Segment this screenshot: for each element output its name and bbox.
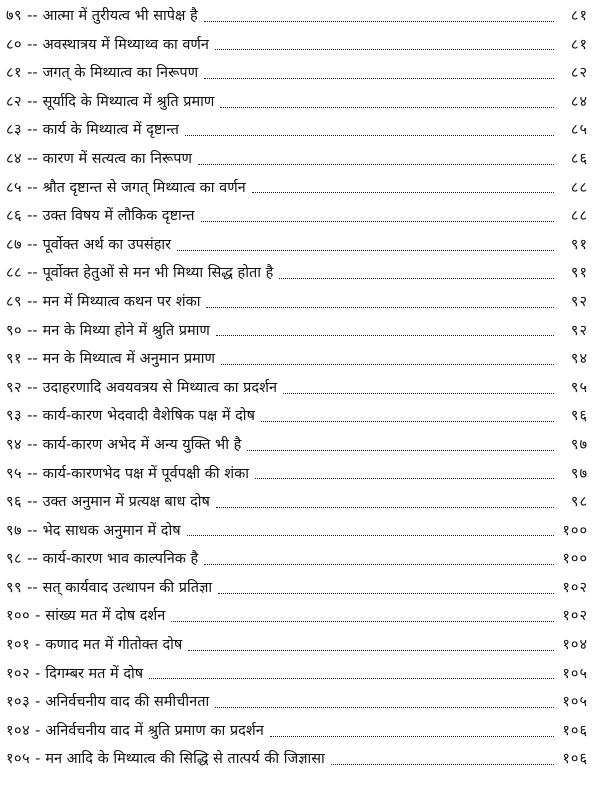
entry-separator: -- xyxy=(27,465,38,482)
entry-page-number: १०० xyxy=(562,522,588,539)
entry-number: ९३ xyxy=(6,408,23,425)
toc-entry xyxy=(0,374,600,403)
entry-title: कार्य-कारण भेदवादी वैशेषिक पक्ष में दोष xyxy=(42,408,255,425)
dot-leader xyxy=(204,78,554,79)
entry-separator: -- xyxy=(27,122,38,139)
entry-title: कणाद मत में गीतोक्त दोष xyxy=(45,637,183,654)
dot-leader xyxy=(247,450,554,451)
entry-number: ८९ xyxy=(6,293,23,310)
toc-entry xyxy=(0,145,600,174)
entry-number: ८६ xyxy=(6,208,23,225)
entry-number: १०१ xyxy=(6,637,31,654)
entry-separator: -- xyxy=(27,494,38,511)
entry-number: १०५ xyxy=(6,751,31,768)
dot-leader xyxy=(206,307,554,308)
toc-entry xyxy=(0,517,600,546)
entry-page-number: ८१ xyxy=(570,36,588,53)
entry-page-number: ९२ xyxy=(570,293,588,310)
toc-entry xyxy=(0,288,600,317)
entry-number: ९० xyxy=(6,322,23,339)
entry-separator: - xyxy=(35,608,41,625)
entry-separator: - xyxy=(35,751,41,768)
toc-entry xyxy=(0,545,600,574)
entry-page-number: १०२ xyxy=(562,608,588,625)
entry-title: मन के मिथ्यात्व में अनुमान प्रमाण xyxy=(42,351,215,368)
toc-entry xyxy=(0,88,600,117)
dot-leader xyxy=(204,21,554,22)
entry-page-number: ९७ xyxy=(570,436,588,453)
toc-entry xyxy=(0,116,600,145)
entry-title: श्रौत दृष्टान्त से जगत् मिथ्यात्व का वर्णन xyxy=(42,179,246,196)
dot-leader xyxy=(270,736,554,737)
entry-number: ८२ xyxy=(6,93,23,110)
toc-entry xyxy=(0,259,600,288)
dot-leader xyxy=(283,393,554,394)
entry-page-number: १०५ xyxy=(562,694,588,711)
dot-leader xyxy=(218,593,554,594)
entry-page-number: ९७ xyxy=(570,465,588,482)
entry-title: अवस्थात्रय में मिथ्याथ्व का वर्णन xyxy=(42,36,209,53)
entry-number: १०३ xyxy=(6,694,31,711)
entry-separator: -- xyxy=(27,208,38,225)
entry-separator: - xyxy=(35,637,41,654)
entry-separator: -- xyxy=(27,436,38,453)
entry-separator: - xyxy=(35,665,41,682)
entry-separator: -- xyxy=(27,93,38,110)
entry-title: पूर्वोक्त हेतुओं से मन भी मिथ्या सिद्ध होता है xyxy=(42,265,274,282)
dot-leader xyxy=(188,650,554,651)
entry-title: कारण में सत्यत्व का निरूपण xyxy=(42,150,192,167)
dot-leader xyxy=(185,135,554,136)
entry-title: अनिर्वचनीय वाद की समीचीनता xyxy=(45,694,210,711)
dot-leader xyxy=(149,678,554,679)
entry-number: ८४ xyxy=(6,150,23,167)
dot-leader xyxy=(255,478,554,479)
entry-page-number: ८६ xyxy=(570,150,588,167)
dot-leader xyxy=(221,364,554,365)
entry-page-number: ८५ xyxy=(570,122,588,139)
entry-title: दिगम्बर मत में दोष xyxy=(45,665,144,682)
entry-title: कार्य-कारण भाव काल्पनिक है xyxy=(42,551,199,568)
entry-separator: - xyxy=(35,722,41,739)
dot-leader xyxy=(215,49,554,50)
toc-entry xyxy=(0,231,600,260)
entry-title: कार्य-कारणभेद पक्ष में पूर्वपक्षी की शंका xyxy=(42,465,249,482)
toc-entry xyxy=(0,345,600,374)
entry-title: अनिर्वचनीय वाद में श्रुति प्रमाण का प्रदर्शन xyxy=(45,722,264,739)
dot-leader xyxy=(187,535,554,536)
entry-separator: -- xyxy=(27,408,38,425)
toc-entry xyxy=(0,431,600,460)
toc-entry xyxy=(0,317,600,346)
entry-number: ९१ xyxy=(6,351,23,368)
entry-number: ८७ xyxy=(6,236,23,253)
entry-page-number: ९१ xyxy=(570,265,588,282)
toc-entry xyxy=(0,688,600,717)
entry-title: सत् कार्यवाद उत्थापन की प्रतिज्ञा xyxy=(42,579,213,596)
toc-entry xyxy=(0,460,600,489)
entry-title: पूर्वोक्त अर्थ का उपसंहार xyxy=(42,236,172,253)
dot-leader xyxy=(201,221,554,222)
entry-separator: -- xyxy=(27,293,38,310)
entry-title: सांख्य मत में दोष दर्शन xyxy=(45,608,166,625)
entry-separator: -- xyxy=(27,579,38,596)
dot-leader xyxy=(198,164,554,165)
dot-leader xyxy=(216,507,554,508)
entry-number: ८८ xyxy=(6,265,23,282)
entry-separator: -- xyxy=(27,265,38,282)
entry-number: ७९ xyxy=(6,8,23,24)
entry-separator: -- xyxy=(27,36,38,53)
entry-separator: -- xyxy=(27,65,38,82)
dot-leader xyxy=(331,764,554,765)
entry-title: जगत् के मिथ्यात्व का निरूपण xyxy=(42,65,199,82)
dot-leader xyxy=(216,335,554,336)
entry-page-number: १०५ xyxy=(562,665,588,682)
dot-leader xyxy=(215,707,554,708)
entry-title: उदाहरणादि अवयवत्रय से मिथ्यात्व का प्रदर्शन xyxy=(42,379,278,396)
entry-page-number: १०६ xyxy=(562,722,588,739)
entry-separator: -- xyxy=(27,8,38,24)
entry-title: उक्त अनुमान में प्रत्यक्ष बाध दोष xyxy=(42,494,210,511)
dot-leader xyxy=(204,564,554,565)
toc-entry xyxy=(0,631,600,660)
entry-number: १०० xyxy=(6,608,31,625)
entry-title: आत्मा में तुरीयत्व भी सापेक्ष है xyxy=(42,8,198,24)
entry-page-number: ९५ xyxy=(570,379,588,396)
dot-leader xyxy=(220,107,554,108)
entry-page-number: ८२ xyxy=(570,65,588,82)
entry-number: ८५ xyxy=(6,179,23,196)
toc-entry xyxy=(0,2,600,31)
toc-entry xyxy=(0,717,600,746)
entry-number: ८१ xyxy=(6,65,23,82)
entry-number: ८३ xyxy=(6,122,23,139)
entry-page-number: ८१ xyxy=(570,8,588,24)
entry-page-number: ९२ xyxy=(570,322,588,339)
dot-leader xyxy=(261,421,554,422)
entry-separator: -- xyxy=(27,522,38,539)
entry-number: ९९ xyxy=(6,579,23,596)
toc-entry xyxy=(0,745,600,774)
toc-entry xyxy=(0,660,600,689)
toc-entry xyxy=(0,202,600,231)
entry-title: सूर्यादि के मिथ्यात्व में श्रुति प्रमाण xyxy=(42,93,215,110)
toc-entry xyxy=(0,488,600,517)
entry-page-number: १०२ xyxy=(562,579,588,596)
entry-page-number: ८४ xyxy=(570,93,588,110)
dot-leader xyxy=(177,250,554,251)
toc-entry xyxy=(0,602,600,631)
toc-entry xyxy=(0,59,600,88)
entry-number: ९५ xyxy=(6,465,23,482)
entry-page-number: ९१ xyxy=(570,236,588,253)
toc-entry xyxy=(0,402,600,431)
entry-separator: -- xyxy=(27,236,38,253)
entry-separator: -- xyxy=(27,150,38,167)
entry-page-number: १०० xyxy=(562,551,588,568)
entry-title: कार्य-कारण अभेद में अन्य युक्ति भी है xyxy=(42,436,242,453)
entry-number: १०४ xyxy=(6,722,31,739)
toc-entry xyxy=(0,31,600,60)
entry-page-number: ९६ xyxy=(570,408,588,425)
entry-page-number: १०६ xyxy=(562,751,588,768)
toc-entry xyxy=(0,174,600,203)
entry-separator: -- xyxy=(27,351,38,368)
entry-title: मन आदि के मिथ्यात्व की सिद्धि से तात्पर्य की जिज्ञासा xyxy=(45,751,325,768)
entry-number: ९४ xyxy=(6,436,23,453)
dot-leader xyxy=(279,278,554,279)
entry-number: ९८ xyxy=(6,551,23,568)
entry-separator: - xyxy=(35,694,41,711)
dot-leader xyxy=(252,192,554,193)
entry-title: कार्य के मिथ्यात्व में दृष्टान्त xyxy=(42,122,179,139)
entry-page-number: १०४ xyxy=(562,637,588,654)
entry-number: ९२ xyxy=(6,379,23,396)
entry-separator: -- xyxy=(27,551,38,568)
entry-title: उक्त विषय में लौकिक दृष्टान्त xyxy=(42,208,195,225)
entry-number: ९६ xyxy=(6,494,23,511)
entry-title: भेद साधक अनुमान में दोष xyxy=(42,522,181,539)
toc-entry xyxy=(0,574,600,603)
dot-leader xyxy=(171,621,554,622)
entry-separator: -- xyxy=(27,322,38,339)
entry-page-number: ९८ xyxy=(570,494,588,511)
entry-number: १०२ xyxy=(6,665,31,682)
entry-page-number: ८८ xyxy=(570,179,588,196)
entry-separator: -- xyxy=(27,179,38,196)
entry-page-number: ९४ xyxy=(570,351,588,368)
entry-title: मन में मिथ्यात्व कथन पर शंका xyxy=(42,293,201,310)
entry-number: ८० xyxy=(6,36,23,53)
entry-page-number: ८८ xyxy=(570,208,588,225)
entry-number: ९७ xyxy=(6,522,23,539)
entry-title: मन के मिथ्या होने में श्रुति प्रमाण xyxy=(42,322,210,339)
entry-separator: -- xyxy=(27,379,38,396)
